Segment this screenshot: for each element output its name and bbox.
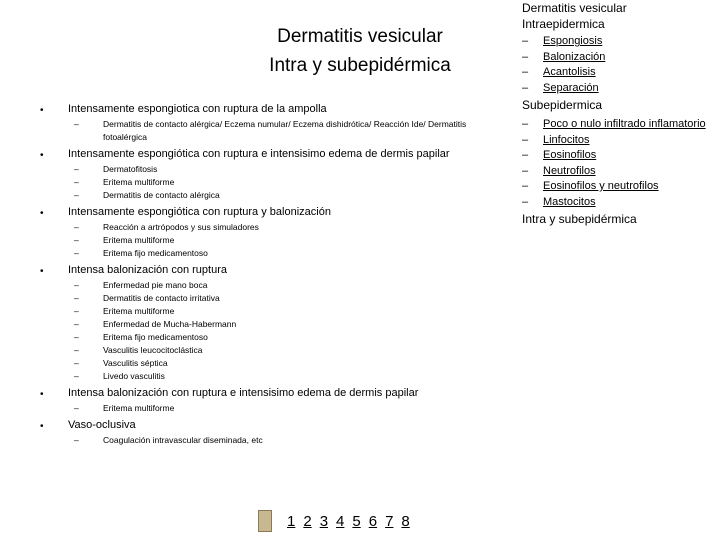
list-item	[40, 102, 510, 144]
dash: –	[74, 319, 79, 329]
main-list	[40, 102, 510, 450]
sub-item-text: Dermatitis de contacto alérgica/ Eczema numular/ Eczema dishidrótica/ Reacción Ide/ Dermatitis fotoalérgica	[103, 119, 467, 142]
sub-list-item	[72, 402, 510, 415]
sub-item-text: Eritema multiforme	[103, 177, 175, 187]
sub-links	[522, 117, 717, 210]
sub-list-item	[72, 247, 510, 260]
sidebar-link[interactable]: Balonización	[543, 50, 606, 63]
sub-item-text: Coagulación intravascular diseminada, etc	[103, 435, 263, 445]
dash: –	[522, 66, 529, 78]
page-link-8[interactable]: 8	[401, 512, 410, 530]
sidebar-link[interactable]: Separación	[543, 81, 599, 94]
list-item	[40, 147, 510, 202]
sidebar-link-item[interactable]	[522, 117, 717, 133]
sub-item-text: Eritema multiforme	[103, 306, 175, 316]
sidebar-heading-4: Intra y subepidérmica	[522, 212, 637, 226]
dash: –	[74, 345, 79, 355]
dash: –	[74, 177, 79, 187]
bullet: •	[40, 105, 44, 116]
sub-list-item	[72, 331, 510, 344]
sidebar-link-item[interactable]	[522, 81, 717, 97]
dash: –	[522, 35, 529, 47]
dash: –	[74, 235, 79, 245]
dash: –	[74, 403, 79, 413]
sidebar-link[interactable]: Poco o nulo infiltrado inflamatorio	[543, 118, 706, 130]
sidebar-link-item[interactable]	[522, 50, 717, 66]
sidebar-link-item[interactable]	[522, 65, 717, 81]
sidebar	[522, 0, 717, 227]
sidebar-link[interactable]: Neutrofilos	[543, 164, 596, 177]
sub-item-text: Eritema fijo medicamentoso	[103, 248, 208, 258]
sub-list-item	[72, 279, 510, 292]
sub-item-text: Eritema multiforme	[103, 403, 175, 413]
list-item	[40, 386, 510, 415]
sub-list	[68, 118, 510, 144]
dash: –	[522, 133, 529, 146]
intra-links	[522, 34, 717, 96]
sub-item-text: Dermatitis de contacto alérgica	[103, 190, 220, 200]
dash: –	[74, 306, 79, 316]
dash: –	[74, 248, 79, 258]
dash: –	[74, 332, 79, 342]
sub-list-item	[72, 344, 510, 357]
sidebar-link-item[interactable]	[522, 34, 717, 50]
sidebar-link-item[interactable]	[522, 133, 717, 149]
dash: –	[522, 50, 529, 63]
sub-item-text: Eritema fijo medicamentoso	[103, 332, 208, 342]
page-link-1[interactable]: 1	[287, 512, 296, 530]
dash: –	[74, 190, 79, 200]
book-icon[interactable]	[258, 510, 272, 532]
page-link-6[interactable]: 6	[368, 512, 378, 530]
dash: –	[74, 293, 79, 303]
bullet: •	[40, 150, 44, 161]
list-item-text: Intensamente espongiotica con ruptura de la ampolla	[68, 103, 327, 115]
bullet: •	[40, 421, 44, 432]
sidebar-link-item[interactable]	[522, 195, 717, 211]
sub-item-text: Vasculitis séptica	[103, 358, 168, 368]
sub-list-item	[72, 118, 510, 144]
sub-list-item	[72, 234, 510, 247]
list-item	[40, 418, 510, 447]
page-link-4[interactable]: 4	[336, 512, 345, 530]
dash: –	[74, 280, 79, 290]
sub-list-item	[72, 292, 510, 305]
sidebar-heading-2: Intraepidermica	[522, 17, 605, 31]
sub-list	[68, 279, 510, 383]
sidebar-link[interactable]: Mastocitos	[543, 195, 596, 208]
list-item-text: Intensamente espongiótica con ruptura y balonización	[68, 206, 331, 218]
list-item-text: Intensa balonización con ruptura	[68, 264, 227, 276]
sidebar-link-item[interactable]	[522, 179, 717, 195]
sidebar-link[interactable]: Linfocitos	[543, 133, 590, 146]
sub-item-text: Dermatitis de contacto irritativa	[103, 293, 220, 303]
sub-list-item	[72, 163, 510, 176]
dash: –	[522, 81, 529, 94]
sub-item-text: Enfermedad de Mucha-Habermann	[103, 319, 237, 329]
page-link-5[interactable]: 5	[352, 512, 361, 530]
sidebar-link-item[interactable]	[522, 164, 717, 180]
sub-item-text: Vasculitis leucocitoclástica	[103, 345, 203, 355]
sidebar-heading-3: Subepidermica	[522, 98, 603, 112]
page-link-2[interactable]: 2	[303, 512, 312, 530]
dash: –	[74, 222, 79, 232]
sidebar-heading-1: Dermatitis vesicular	[522, 1, 627, 15]
dash: –	[522, 149, 529, 161]
sub-list-item	[72, 318, 510, 331]
dash: –	[74, 164, 79, 174]
sub-item-text: Eritema multiforme	[103, 235, 175, 245]
sub-list-item	[72, 357, 510, 370]
dash: –	[74, 119, 79, 129]
sub-list	[68, 163, 510, 202]
list-item-text: Vaso-oclusiva	[68, 419, 136, 431]
dash: –	[74, 371, 79, 381]
list-item	[40, 205, 510, 260]
sidebar-link[interactable]: Eosinofilos	[543, 149, 597, 161]
page-title	[230, 22, 490, 80]
dash: –	[522, 195, 529, 208]
sub-list-item	[72, 305, 510, 318]
list-item-text: Intensa balonización con ruptura e intensisimo edema de dermis papilar	[68, 387, 419, 399]
title-line-1: Dermatitis vesicular	[277, 26, 443, 47]
dash: –	[522, 180, 529, 192]
sub-item-text: Livedo vasculitis	[103, 371, 165, 381]
sub-item-text: Reacción a artrópodos y sus simuladores	[103, 222, 259, 232]
sub-list	[68, 434, 510, 447]
bullet: •	[40, 208, 44, 219]
sidebar-link[interactable]: Acantolisis	[543, 66, 596, 78]
list-item-text: Intensamente espongiótica con ruptura e intensisimo edema de dermis papilar	[68, 148, 450, 160]
sub-list-item	[72, 434, 510, 447]
dash: –	[74, 435, 79, 445]
sidebar-link[interactable]: Eosinofilos y neutrofilos	[543, 180, 659, 192]
sub-list	[68, 221, 510, 260]
page-link-7[interactable]: 7	[385, 512, 394, 530]
sidebar-link[interactable]: Espongiosis	[543, 35, 603, 47]
sub-list-item	[72, 176, 510, 189]
page-link-3[interactable]: 3	[319, 512, 329, 530]
dash: –	[522, 164, 529, 177]
bullet: •	[40, 266, 44, 277]
dash: –	[522, 118, 529, 130]
sub-list-item	[72, 370, 510, 383]
title-line-2: Intra y subepidérmica	[269, 55, 451, 76]
dash: –	[74, 358, 79, 368]
sub-list	[68, 402, 510, 415]
sidebar-link-item[interactable]	[522, 148, 717, 164]
sub-list-item	[72, 221, 510, 234]
sub-item-text: Enfermedad pie mano boca	[103, 280, 208, 290]
bullet: •	[40, 389, 44, 400]
sub-item-text: Dermatofitosis	[103, 164, 158, 174]
pager	[258, 510, 411, 532]
list-item	[40, 263, 510, 383]
sub-list-item	[72, 189, 510, 202]
